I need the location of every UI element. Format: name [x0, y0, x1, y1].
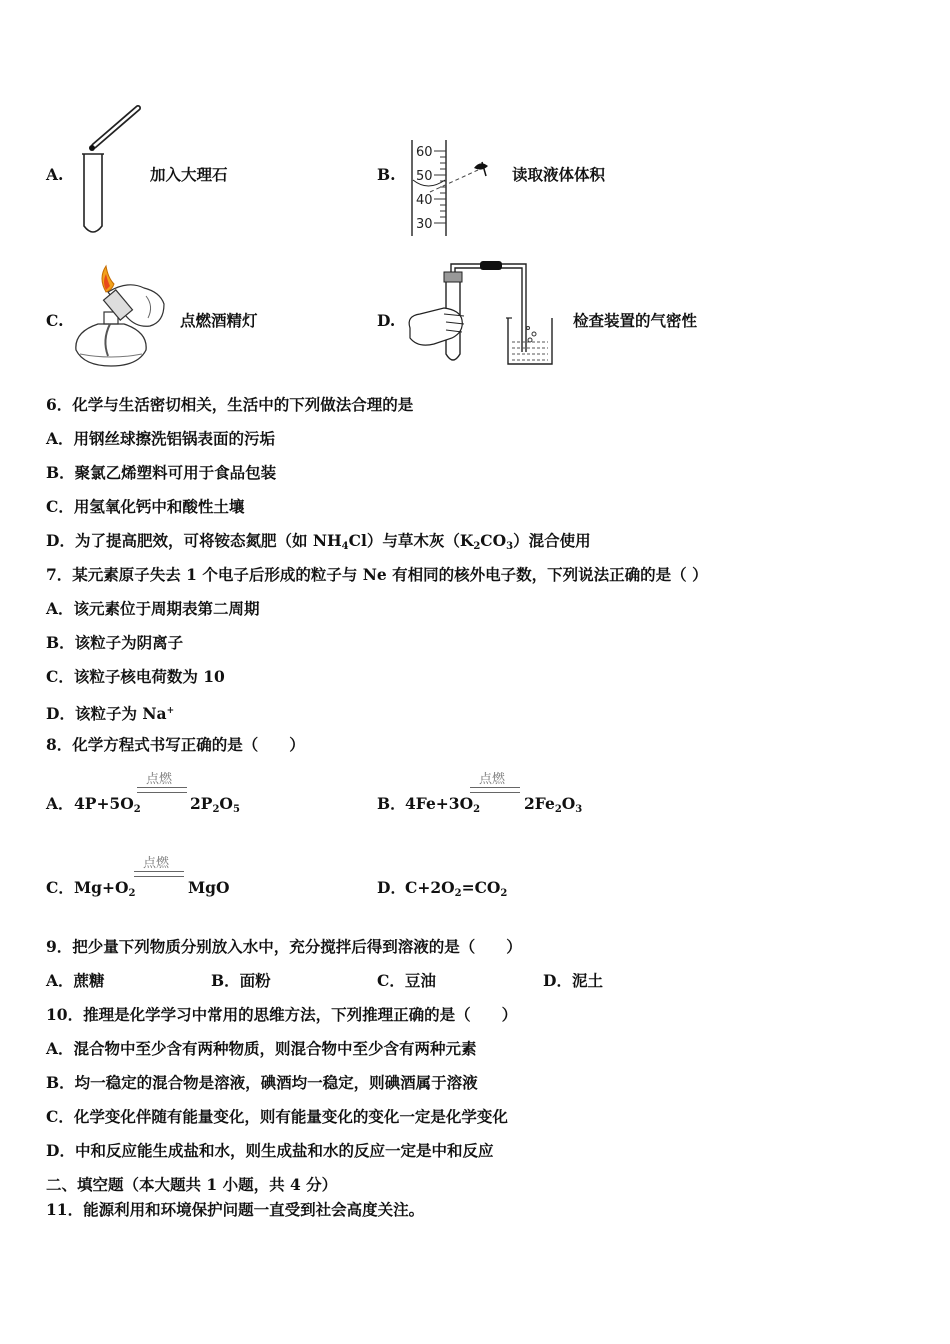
tick-label: 40 [416, 193, 433, 208]
q9-option-b: B．面粉 [211, 971, 271, 990]
condition-label: 点燃 [479, 772, 506, 787]
option-a-letter: A. [46, 165, 64, 184]
rubber-tube-icon [480, 261, 502, 270]
option-c-text: 点燃酒精灯 [180, 311, 258, 330]
q6-stem: 6．化学与生活密切相关，生活中的下列做法合理的是 [46, 395, 414, 414]
q6-option-b: B．聚氯乙烯塑料可用于食品包装 [46, 463, 277, 482]
reaction-arrow [470, 787, 520, 793]
q10-option-d: D．中和反应能生成盐和水，则生成盐和水的反应一定是中和反应 [46, 1141, 494, 1160]
stopper-icon [444, 272, 462, 282]
test-tube-marble-figure [78, 104, 148, 236]
reaction-arrow [134, 871, 184, 877]
q9-option-a: A．蔗糖 [46, 971, 105, 990]
eye-icon [474, 163, 488, 169]
q10-option-a: A．混合物中至少含有两种物质，则混合物中至少含有两种元素 [46, 1039, 477, 1058]
flame-icon [102, 266, 114, 292]
q9-stem: 9．把少量下列物质分别放入水中，充分搅拌后得到溶液的是（ ） [46, 937, 522, 956]
q7-option-c: C．该粒子核电荷数为 10 [46, 667, 225, 686]
tick-label: 30 [416, 217, 433, 232]
beaker-icon [508, 318, 552, 364]
q8-stem: 8．化学方程式书写正确的是（ ） [46, 735, 305, 754]
option-b-text: 读取液体体积 [512, 165, 606, 184]
airtightness-check-figure [404, 258, 564, 370]
q6-option-c: C．用氢氧化钙中和酸性土壤 [46, 497, 245, 516]
marble-icon [89, 145, 95, 151]
q10-option-c: C．化学变化伴随有能量变化，则有能量变化的变化一定是化学变化 [46, 1107, 508, 1126]
q6-option-a: A．用钢丝球擦洗铝锅表面的污垢 [46, 429, 276, 448]
q11-stem: 11．能源利用和环境保护问题一直受到社会高度关注。 [46, 1200, 425, 1219]
q7-stem: 7．某元素原子失去 1 个电子后形成的粒子与 Ne 有相同的核外电子数，下列说法正确的是（ ） [46, 565, 708, 584]
option-d-text: 检查装置的气密性 [573, 311, 698, 330]
q10-stem: 10．推理是化学学习中常用的思维方法，下列推理正确的是（ ） [46, 1005, 518, 1024]
sight-line [430, 170, 478, 192]
condition-label: 点燃 [146, 772, 173, 787]
option-d-letter: D. [377, 311, 396, 330]
q7-option-b: B．该粒子为阴离子 [46, 633, 184, 652]
test-tube-icon [84, 154, 102, 232]
wick-icon [105, 324, 110, 356]
tick-label: 50 [416, 169, 433, 184]
option-b-letter: B. [377, 165, 396, 184]
reaction-arrow [137, 787, 187, 793]
q7-option-a: A．该元素位于周期表第二周期 [46, 599, 260, 618]
q9-option-d: D．泥土 [543, 971, 603, 990]
option-c-letter: C. [46, 311, 64, 330]
hand-icon [409, 308, 462, 345]
lamp-body-icon [76, 324, 146, 366]
second-lamp-icon [104, 290, 133, 320]
condition-label: 点燃 [143, 856, 170, 871]
alcohol-lamp-figure [68, 262, 173, 372]
section-heading: 二、填空题（本大题共 1 小题，共 4 分） [46, 1175, 338, 1194]
graduated-cylinder-figure [408, 138, 503, 238]
q9-option-c: C．豆油 [377, 971, 436, 990]
tick-label: 60 [416, 145, 433, 160]
q10-option-b: B．均一稳定的混合物是溶液，碘酒均一稳定，则碘酒属于溶液 [46, 1073, 478, 1092]
q7-option-d: D．该粒子为 Na+ [46, 704, 175, 723]
option-a-text: 加入大理石 [150, 165, 228, 184]
q6-option-d: D．为了提高肥效，可将铵态氮肥（如 $NH_4Cl$）与草木灰$(K_2CO_3)$混合使用 [46, 531, 591, 552]
